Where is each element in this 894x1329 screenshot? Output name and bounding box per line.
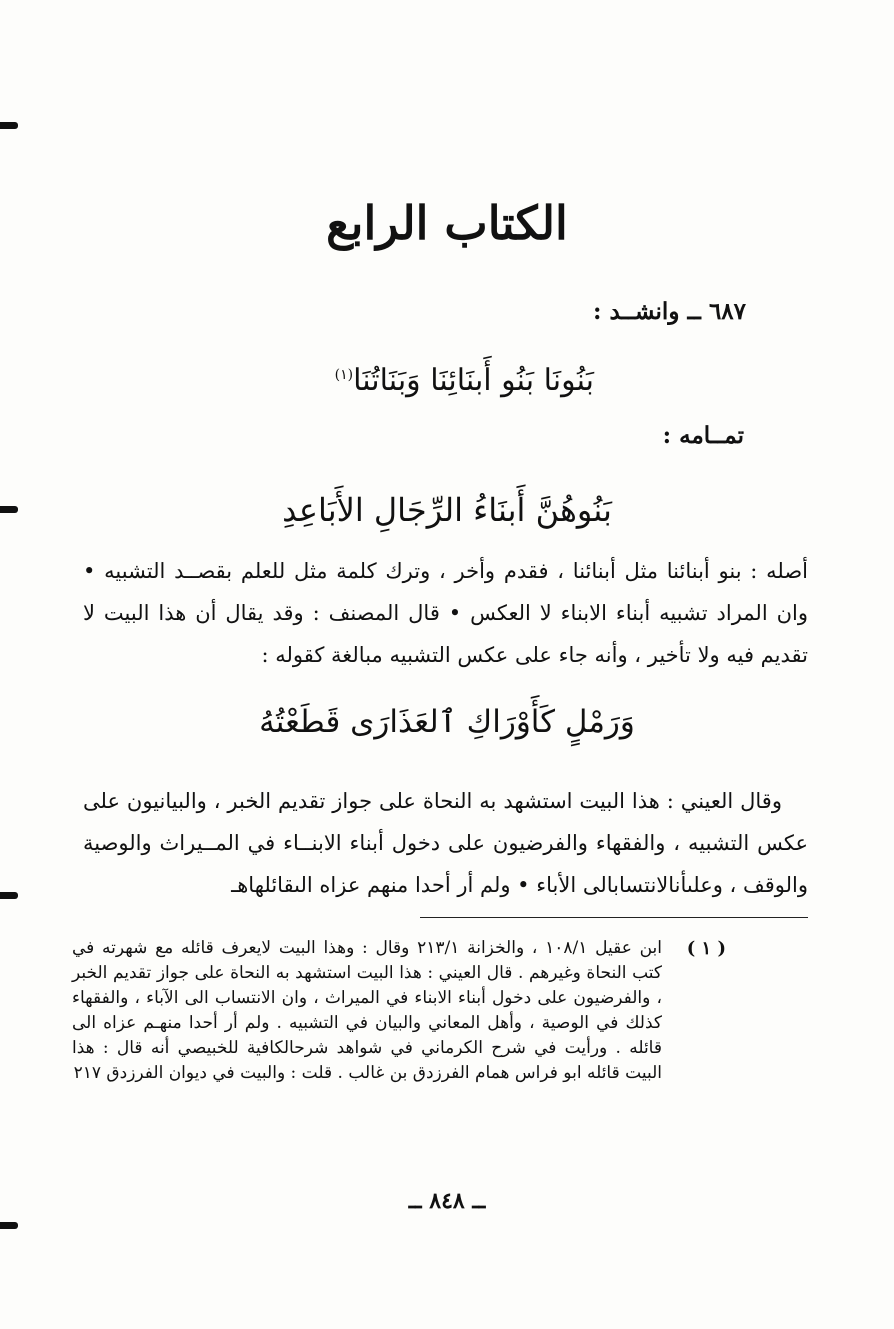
verse-line-3: وَرَمْلٍ كَأَوْرَاكِ ٱلعَذَارَى قَطَعْتُهُ	[259, 704, 635, 740]
page-number: ــ ٨٤٨ ــ	[408, 1188, 486, 1214]
scan-margin-mark	[0, 1222, 18, 1229]
commentary-paragraph-1: أصله : بنو أبنائنا مثل أبنائنا ، فقدم وأخر ، وترك كلمة مثل للعلم بقصــد التشبيه • وان المراد تشبيه أبناء الابناء لا العكس • قال المصنف : وقد يقال أن هذا البيت لا تقديم فيه ولا تأخير ، وأنه جاء على عكس التشبيه مبالغة كقوله :	[83, 559, 808, 667]
completion-label: تمــامه :	[662, 422, 744, 449]
verse-line-2: بَنُوهُنَّ أَبنَاءُ الرِّجَالِ الأَبَاعِدِ	[282, 491, 612, 529]
commentary-paragraph-2	[83, 780, 808, 906]
chapter-title: الكتاب الرابع	[326, 196, 568, 250]
verse-number-label: ٦٨٧ ــ وانشــد :	[592, 298, 746, 325]
footnote-text: ابن عقيل ١٠٨/١ ، والخزانة ٢١٣/١ وقال : وهذا البيت لايعرف قائله مع شهرته في كتب النحاة وغيرهم . قال العيني : هذا البيت استشهد به النحاة على جواز تقديم الخبر ، والفرضيون على دخول أبناء الابناء في الميراث ، وان الانتساب الى الآباء ، والفقهاء كذلك في الوصية ، وأهل المعاني والبيان في التشبيه . ولم أر أحدا منهـم عزاه الى قائله . ورأيت في شرح الكرماني في شواهد شرحالكافية للخبيصي أنه قال : هذا البيت قائله ابو فراس همام الفرزدق بن غالب . قلت : والبيت في ديوان الفرزدق ٢١٧	[72, 938, 663, 1083]
scan-margin-mark	[0, 892, 18, 899]
verse-1-text: بَنُونَا بَنُو أَبنَائِنَا وَبَنَاتُنَا	[353, 363, 594, 398]
verse-line-1	[335, 350, 594, 406]
footnote-marker: ( ١ )	[686, 938, 726, 959]
footnote-divider	[420, 917, 808, 918]
scan-margin-mark	[0, 122, 18, 129]
paragraph-2-text: وقال العيني : هذا البيت استشهد به النحاة على جواز تقديم الخبر ، والبيانيون على عكس التشبيه ، والفقهاء والفرضيون على دخول أبناء الابنــاء في المــيراث والوصية والوقف ، وعلىأنالانتسابالى الأباء • ولم أر أحدا منهم عزاه الىقائلهاهـ	[83, 789, 808, 897]
footnote-reference: (١)	[334, 367, 354, 383]
